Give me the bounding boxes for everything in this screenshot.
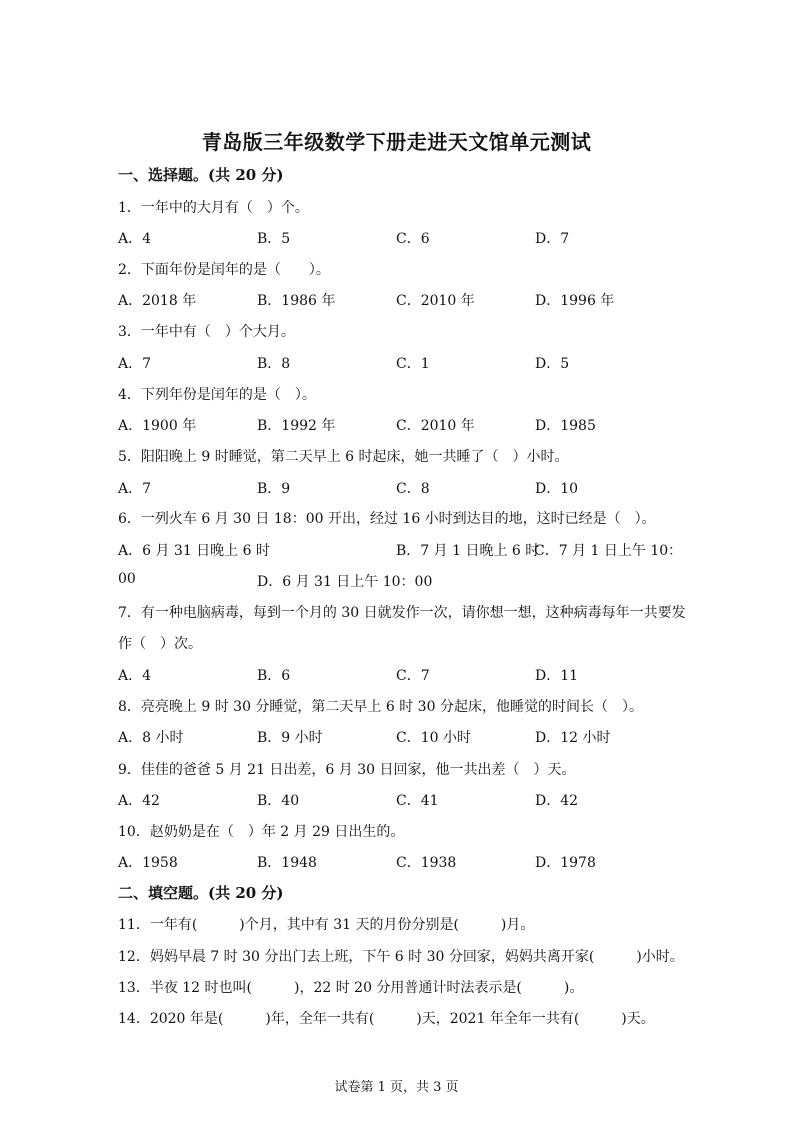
option-c: C．7 (396, 668, 430, 684)
option-d: D．1985 (535, 418, 596, 434)
question-7: 7．有一种电脑病毒，每到一个月的 30 日就发作一次，请你想一想，这种病毒每年一共要发 (118, 605, 686, 621)
question-5-options (118, 478, 678, 498)
page-title: 青岛版三年级数学下册走进天文馆单元测试 (201, 130, 592, 154)
option-d: D．10 (535, 481, 579, 497)
question-7-options (118, 665, 678, 685)
option-d: D．12 小时 (535, 730, 611, 746)
option-d: D．42 (535, 793, 579, 809)
question-9-options (118, 790, 678, 810)
question-6-options-row1 (118, 540, 683, 560)
section-heading-choice: 一、选择题。(共 20 分) (118, 166, 284, 184)
option-a: A．4 (118, 668, 152, 684)
question-6: 6．一列火车 6 月 30 日 18：00 开出，经过 16 小时到达目的地，这时已经是（ ）。 (118, 511, 656, 527)
question-3-options (118, 353, 678, 373)
option-c: C．2010 年 (396, 293, 475, 309)
question-3: 3．一年中有（ ）个大月。 (118, 324, 295, 340)
option-d: D．1978 (535, 855, 596, 871)
option-b: B．1986 年 (257, 293, 336, 309)
option-a: A．1900 年 (118, 418, 197, 434)
option-b: B．9 (257, 481, 291, 497)
question-10-options (118, 852, 678, 872)
option-d: D．5 (535, 356, 570, 372)
option-c: C．7 月 1 日上午 10： (534, 543, 683, 559)
question-14: 14．2020 年是( )年，全年一共有( )天，2021 年全年一共有( )天。 (118, 1011, 655, 1027)
option-b: B．6 (257, 668, 291, 684)
question-6-options-row2 (118, 571, 678, 591)
option-a: A．4 (118, 231, 152, 247)
question-13: 13．半夜 12 时也叫( )，22 时 20 分用普通计时法表示是( )。 (118, 980, 584, 996)
option-d: D．1996 年 (535, 293, 615, 309)
option-b: B．5 (257, 231, 291, 247)
question-1: 1．一年中的大月有（ ）个。 (118, 200, 309, 216)
option-c: C．8 (396, 481, 430, 497)
option-c: C．6 (396, 231, 430, 247)
page-footer: 试卷第 1 页，共 3 页 (334, 1080, 459, 1095)
option-b: B．7 月 1 日晚上 6 时 (396, 543, 540, 559)
option-c: C．41 (396, 793, 439, 809)
option-c: C．2010 年 (396, 418, 475, 434)
question-5: 5．阳阳晚上 9 时睡觉，第二天早上 6 时起床，她一共睡了（ ）小时。 (118, 449, 569, 465)
question-11: 11．一年有( )个月，其中有 31 天的月份分别是( )月。 (118, 917, 535, 933)
question-2: 2．下面年份是闰年的是（ ）。 (118, 262, 330, 278)
option-a: A．1958 (118, 855, 178, 871)
option-c: C．1938 (396, 855, 457, 871)
question-4-options (118, 415, 678, 435)
option-a: A．7 (118, 356, 152, 372)
question-4: 4．下列年份是闰年的是（ ）。 (118, 387, 316, 403)
question-8-options (118, 727, 678, 747)
option-d: D．11 (535, 668, 579, 684)
option-d: D．7 (535, 231, 570, 247)
question-8: 8．亮亮晚上 9 时 30 分睡觉，第二天早上 6 时 30 分起床，他睡觉的时间长（ ）。 (118, 699, 643, 715)
question-9: 9．佳佳的爸爸 5 月 21 日出差，6 月 30 日回家，他一共出差（ ）天。 (118, 762, 576, 778)
option-b: B．8 (257, 356, 291, 372)
option-b: B．1948 (257, 855, 317, 871)
question-1-options (118, 228, 678, 248)
option-b: B．1992 年 (257, 418, 336, 434)
option-c-continued: 00 (118, 571, 136, 587)
option-a: A．42 (118, 793, 160, 809)
option-c: C．1 (396, 356, 430, 372)
option-a: A．7 (118, 481, 152, 497)
option-a: A．8 小时 (118, 730, 184, 746)
question-12: 12．妈妈早晨 7 时 30 分出门去上班，下午 6 时 30 分回家，妈妈共离开家( )小时。 (118, 949, 684, 965)
option-c: C．10 小时 (396, 730, 471, 746)
option-a: A．2018 年 (118, 293, 197, 309)
option-a: A．6 月 31 日晚上 6 时 (118, 543, 270, 559)
question-2-options (118, 290, 678, 310)
option-d: D．6 月 31 日上午 10：00 (257, 574, 433, 590)
section-heading-fill-blank: 二、填空题。(共 20 分) (118, 884, 284, 902)
question-7-continued: 作（ ）次。 (118, 636, 202, 652)
option-b: B．9 小时 (257, 730, 323, 746)
question-10: 10．赵奶奶是在（ ）年 2 月 29 日出生的。 (118, 824, 405, 840)
option-b: B．40 (257, 793, 300, 809)
